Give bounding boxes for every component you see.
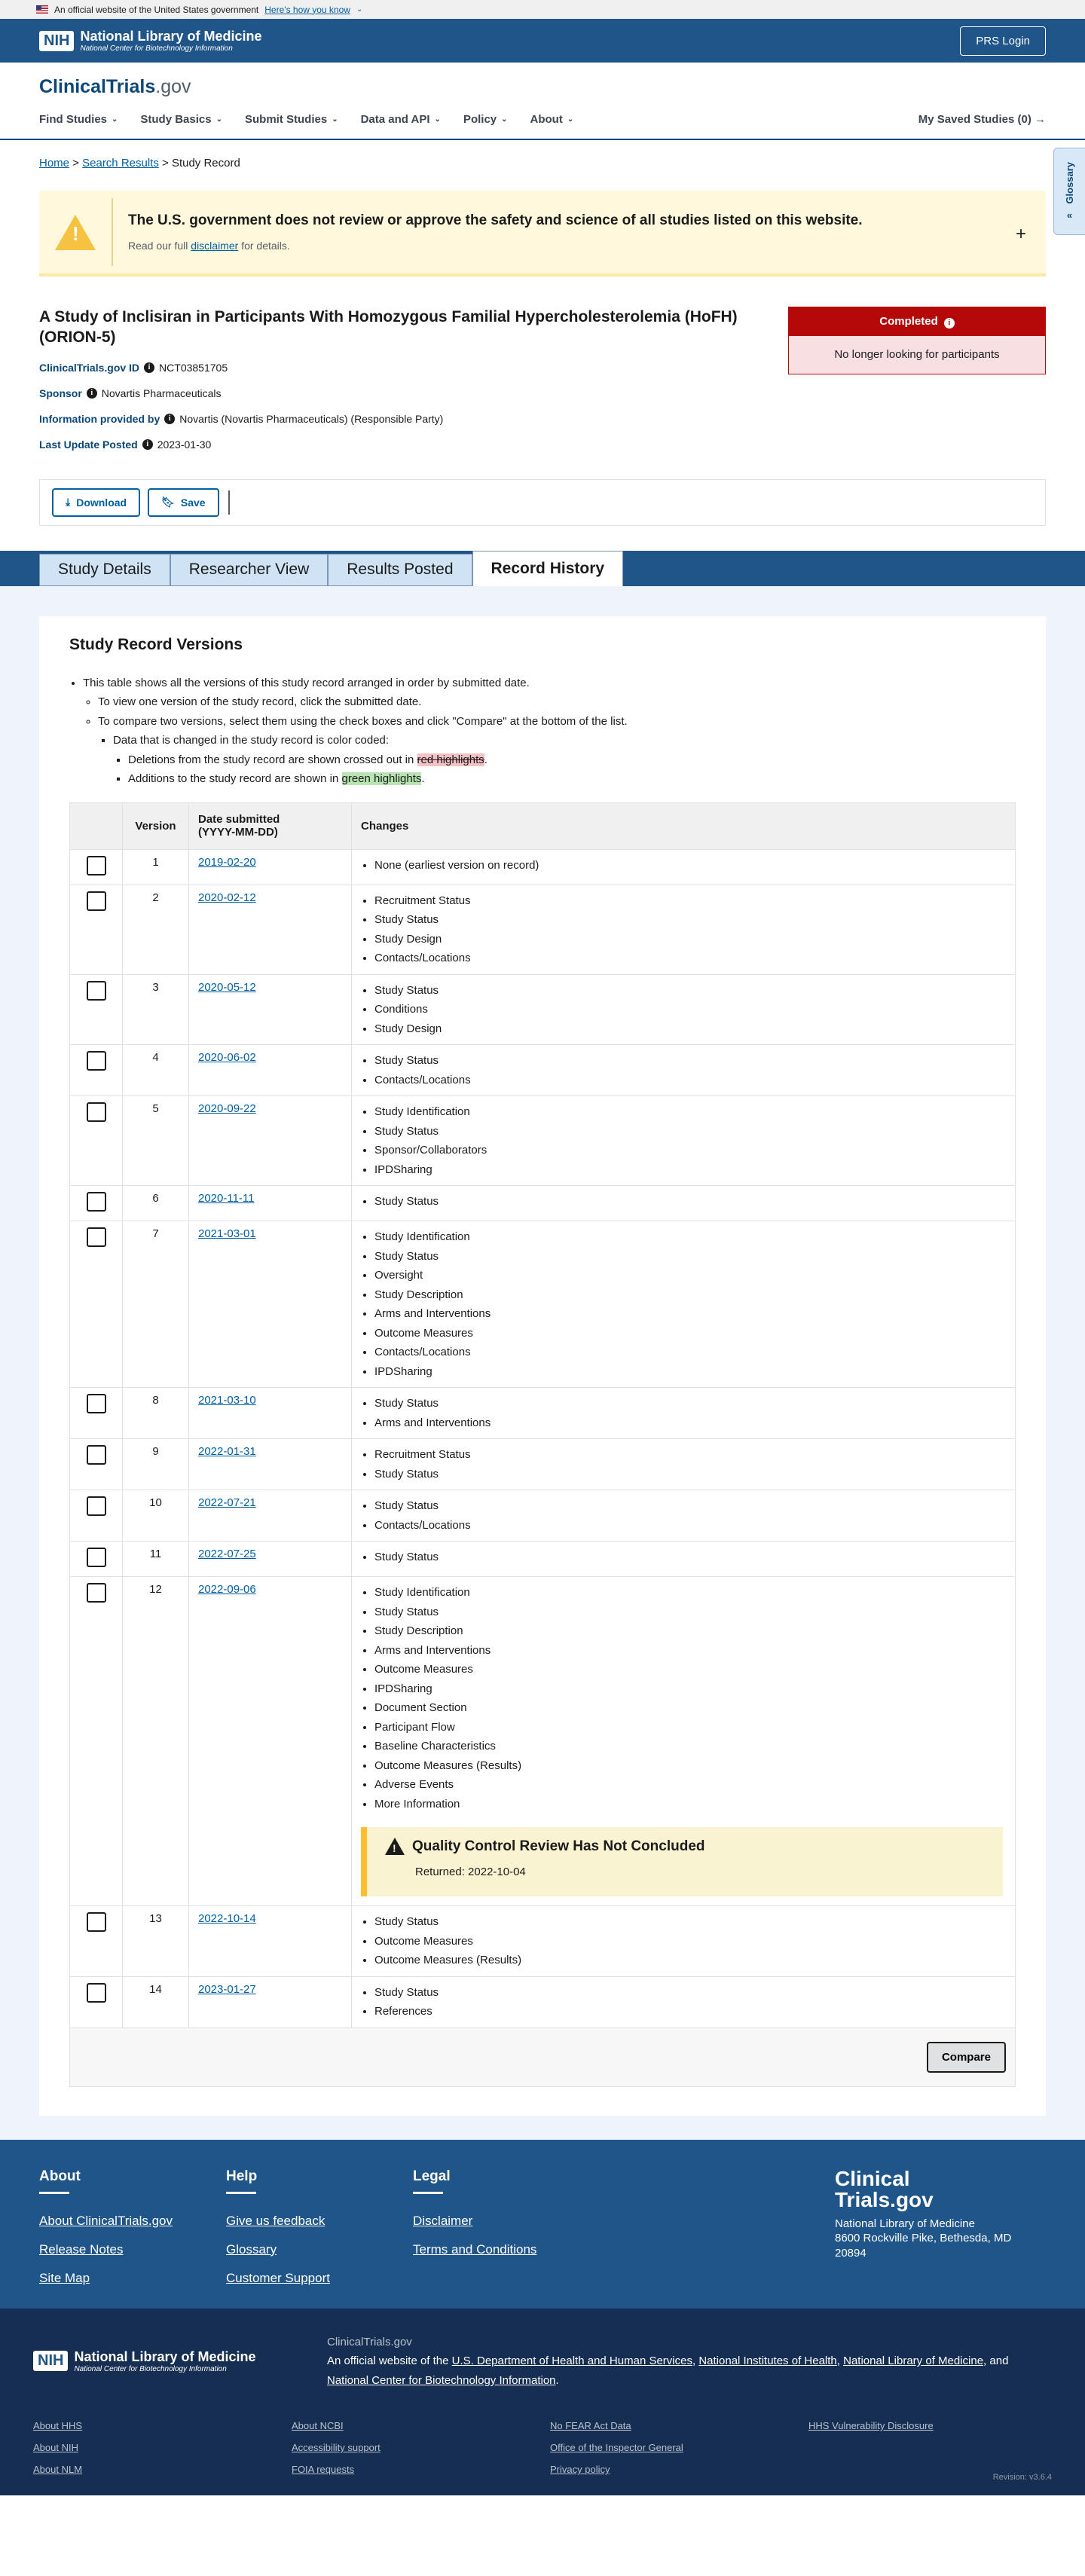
save-button[interactable]: 🔖︎ Save	[148, 488, 219, 517]
divider	[228, 490, 230, 515]
chevron-down-icon: ⌄	[356, 5, 363, 14]
glossary-tab[interactable]	[1053, 148, 1085, 235]
change-item: • Conditions	[374, 1000, 1006, 1019]
disclaimer-link[interactable]: disclaimer	[191, 240, 239, 252]
disclaimer-alert	[39, 191, 1046, 277]
version-date-link[interactable]: 2022-09-06	[198, 1583, 256, 1597]
change-item: • Study Identification	[374, 1102, 1006, 1122]
nlm-subtitle: National Center for Biotechnology Information	[80, 44, 233, 53]
main-content	[0, 586, 1085, 2140]
footer-link[interactable]: About HHS	[33, 2420, 83, 2432]
nih-logo-icon: NIH	[39, 31, 74, 51]
qc-alert	[361, 1827, 1003, 1896]
nlm-link[interactable]: National Library of Medicine	[843, 2354, 984, 2368]
footer-link[interactable]: Privacy policy	[550, 2464, 610, 2476]
version-number: 6	[123, 1186, 189, 1221]
study-header	[0, 277, 1085, 464]
version-number: 12	[123, 1577, 189, 1906]
table-row	[70, 1439, 1016, 1490]
version-date-link[interactable]: 2022-07-21	[198, 1496, 256, 1510]
col-version: Version	[123, 802, 189, 849]
change-item: • Contacts/Locations	[374, 949, 1006, 968]
version-number: 1	[123, 849, 189, 885]
site-footer	[0, 2140, 1085, 2309]
versions-heading: Study Record Versions	[69, 635, 243, 653]
chevron-down-icon: ⌄	[567, 115, 574, 124]
us-flag-icon	[36, 5, 48, 14]
prs-login-button[interactable]: PRS Login	[960, 26, 1046, 56]
info-icon[interactable]: i	[944, 318, 955, 328]
change-item: • Recruitment Status	[374, 1445, 1006, 1465]
tab-researcher-view[interactable]: Researcher View	[170, 554, 329, 586]
nih-link[interactable]: National Institutes of Health	[698, 2354, 837, 2368]
changes-cell	[352, 1976, 1016, 2027]
table-row	[70, 1542, 1016, 1577]
nlm-logo[interactable]	[39, 29, 262, 53]
table-row	[70, 1976, 1016, 2027]
change-item: • Document Section	[374, 1698, 1006, 1718]
change-item: • Study Status	[374, 1394, 1006, 1413]
changes-cell	[352, 1439, 1016, 1490]
footer-link[interactable]: Office of the Inspector General	[550, 2442, 683, 2454]
table-row	[70, 1045, 1016, 1096]
changes-cell	[352, 1542, 1016, 1577]
changes-cell	[352, 1490, 1016, 1542]
changes-cell	[352, 1096, 1016, 1186]
nav-data-and-api[interactable]: Data and API ⌄	[360, 113, 441, 126]
versions-table	[69, 802, 1016, 2087]
version-checkbox[interactable]	[87, 981, 106, 1001]
usa-gov-link[interactable]: Visit USA.gov	[312, 2502, 381, 2516]
version-checkbox[interactable]	[87, 1583, 106, 1603]
footer-official-text: ClinicalTrials.gov An official website of the U.S. Department of Health and Human Services, National Institutes of Health, National Library of Medicine, and National Center for Biotechnology Information.	[327, 2335, 1009, 2387]
study-meta	[39, 362, 763, 451]
table-row	[70, 849, 1016, 885]
warning-icon	[55, 215, 96, 250]
nav-submit-studies[interactable]: Submit Studies ⌄	[245, 113, 338, 126]
chevron-down-icon: ⌄	[332, 115, 338, 124]
change-item: • Study Status	[374, 1603, 1006, 1622]
footer-link[interactable]: Release Notes	[39, 2241, 124, 2257]
version-date-link[interactable]: 2022-10-14	[198, 1912, 256, 1926]
nlm-title: National Library of Medicine	[80, 29, 262, 44]
footer-link[interactable]: FOIA requests	[292, 2464, 355, 2476]
id-value: NCT03851705	[159, 361, 228, 374]
version-number: 2	[123, 885, 189, 974]
info-icon[interactable]: i	[144, 362, 154, 373]
alert-divider	[112, 198, 113, 266]
info-icon[interactable]: i	[142, 439, 153, 450]
footer-ct-logo[interactable]: Clinical Trials.gov	[835, 2166, 934, 2211]
version-number: 3	[123, 974, 189, 1045]
change-item: • IPDSharing	[374, 1679, 1006, 1699]
breadcrumb-current: Study Record	[171, 157, 240, 170]
gov-banner	[0, 0, 1085, 19]
version-date-link[interactable]: 2020-05-12	[198, 980, 256, 994]
nlm-footer	[0, 2309, 1085, 2516]
version-number: 4	[123, 1045, 189, 1096]
green-highlight-sample: green highlights	[341, 772, 422, 786]
changes-cell	[352, 1045, 1016, 1096]
qc-title: Quality Control Review Has Not Concluded	[412, 1838, 705, 1854]
table-row	[70, 1186, 1016, 1221]
table-row	[70, 885, 1016, 974]
tab-record-history[interactable]: Record History	[472, 551, 624, 586]
version-checkbox[interactable]	[87, 1496, 106, 1516]
change-item: • None (earliest version on record)	[374, 856, 1006, 875]
version-number: 10	[123, 1490, 189, 1542]
arrow-right-icon: →	[1035, 113, 1046, 126]
change-item: • References	[374, 2002, 1006, 2021]
nih-logo-icon: NIH	[33, 2351, 68, 2371]
version-checkbox[interactable]	[87, 856, 106, 875]
version-checkbox[interactable]	[87, 1102, 106, 1122]
version-number: 9	[123, 1439, 189, 1490]
chevron-down-icon: ⌄	[501, 115, 508, 124]
heres-how-you-know-link[interactable]: Here's how you know	[264, 4, 350, 15]
hhs-link[interactable]: U.S. Department of Health and Human Services	[451, 2354, 692, 2368]
version-number: 11	[123, 1542, 189, 1577]
tab-results-posted[interactable]: Results Posted	[328, 554, 472, 586]
change-item: • Oversight	[374, 1266, 1006, 1285]
table-row	[70, 1096, 1016, 1186]
change-item: • Study Status	[374, 1465, 1006, 1484]
change-item: • Study Identification	[374, 1583, 1006, 1603]
sponsor-label: Sponsor	[39, 387, 82, 399]
footer-nlm-logo[interactable]: NIH National Library of Medicine National Center for Biotechnology Information	[33, 2333, 297, 2391]
changes-cell	[352, 1186, 1016, 1221]
change-item: • Study Status	[374, 1983, 1006, 2003]
change-item: • Study Status	[374, 981, 1006, 1001]
change-item: • Study Status	[374, 1247, 1006, 1267]
change-item: • Study Design	[374, 1019, 1006, 1039]
change-item: • Outcome Measures	[374, 1324, 1006, 1343]
nav-about[interactable]: About ⌄	[530, 113, 574, 126]
footer-link[interactable]: About NIH	[33, 2442, 78, 2454]
footer-link[interactable]: Give us feedback	[226, 2213, 326, 2228]
bookmark-icon: 🔖︎	[161, 496, 175, 509]
expand-plus-icon[interactable]: +	[1015, 224, 1026, 244]
change-item: • Outcome Measures	[374, 1932, 1006, 1951]
change-item: • Contacts/Locations	[374, 1516, 1006, 1536]
version-checkbox[interactable]	[87, 1548, 106, 1567]
versions-card	[39, 616, 1046, 2116]
footer-link[interactable]: About NCBI	[292, 2420, 344, 2432]
table-row	[70, 1577, 1016, 1906]
change-item: • Outcome Measures	[374, 1660, 1006, 1679]
glossary-label: Glossary	[1064, 161, 1075, 204]
change-item: • Adverse Events	[374, 1775, 1006, 1795]
change-item: • Contacts/Locations	[374, 1343, 1006, 1362]
tab-bar	[0, 551, 1085, 586]
chevron-down-icon: ⌄	[434, 115, 441, 124]
change-item: • Study Status	[374, 1122, 1006, 1141]
change-item: • Arms and Interventions	[374, 1304, 1006, 1324]
change-item: • Outcome Measures (Results)	[374, 1951, 1006, 1970]
ct-header	[0, 63, 1085, 140]
change-item: • IPDSharing	[374, 1362, 1006, 1382]
version-checkbox[interactable]	[87, 891, 106, 911]
version-date-link[interactable]: 2023-01-27	[198, 1982, 256, 1996]
main-nav	[39, 113, 1046, 126]
changes-cell	[352, 1221, 1016, 1388]
compare-button[interactable]: Compare	[927, 2042, 1006, 2073]
changes-cell	[352, 1577, 1016, 1906]
change-item: • Arms and Interventions	[374, 1641, 1006, 1661]
tab-study-details[interactable]: Study Details	[39, 554, 170, 586]
ncbi-link[interactable]: National Center for Biotechnology Information	[327, 2373, 556, 2387]
breadcrumb: Home > Search Results > Study Record	[39, 157, 240, 170]
footer-help: Help Give us feedback Glossary Customer Support	[226, 2168, 413, 2280]
status-box	[788, 307, 1046, 374]
table-row	[70, 1221, 1016, 1388]
change-item: • Outcome Measures (Results)	[374, 1756, 1006, 1776]
footer-link[interactable]: About NLM	[33, 2464, 83, 2476]
breadcrumb-home[interactable]: Home	[39, 157, 70, 170]
version-number: 13	[123, 1906, 189, 1977]
changes-cell	[352, 849, 1016, 885]
footer-about: About About ClinicalTrials.gov Release Notes Site Map	[39, 2168, 226, 2280]
change-item: • Study Status	[374, 1548, 1006, 1567]
version-date-link[interactable]: 2022-01-31	[198, 1445, 256, 1459]
status-badge: Completed	[879, 315, 938, 328]
footer-legal: Legal Disclaimer Terms and Conditions	[413, 2168, 600, 2280]
changes-cell	[352, 1388, 1016, 1439]
version-date-link[interactable]: 2021-03-01	[198, 1227, 256, 1241]
nlm-header	[0, 19, 1085, 63]
footer-link[interactable]: Terms and Conditions	[413, 2241, 537, 2257]
change-item: • Recruitment Status	[374, 891, 1006, 911]
sponsor-value: Novartis Pharmaceuticals	[101, 387, 222, 399]
info-icon[interactable]: i	[164, 414, 175, 424]
change-item: • Arms and Interventions	[374, 1413, 1006, 1433]
clinicaltrials-logo[interactable]: ClinicalTrials.gov	[39, 76, 191, 97]
alert-title: The U.S. government does not review or approve the safety and science of all studies listed on this website.	[128, 212, 863, 228]
last-update-label: Last Update Posted	[39, 438, 138, 451]
change-item: • Study Status	[374, 1051, 1006, 1071]
change-item: • Participant Flow	[374, 1718, 1006, 1737]
version-checkbox[interactable]	[87, 1445, 106, 1465]
red-highlight-sample: red highlights	[417, 753, 484, 766]
version-date-link[interactable]: 2020-02-12	[198, 891, 256, 904]
changes-cell	[352, 974, 1016, 1045]
chevron-down-icon: ⌄	[112, 115, 118, 124]
table-row	[70, 1388, 1016, 1439]
version-date-link[interactable]: 2019-02-20	[198, 855, 256, 869]
version-date-link[interactable]: 2022-07-25	[198, 1548, 256, 1561]
footer-link[interactable]: No FEAR Act Data	[550, 2420, 631, 2432]
nav-study-basics[interactable]: Study Basics ⌄	[140, 113, 222, 126]
change-item: • More Information	[374, 1795, 1006, 1814]
version-date-link[interactable]: 2020-09-22	[198, 1102, 256, 1116]
col-changes: Changes	[352, 802, 1016, 849]
footer-legal-links	[33, 2420, 1052, 2475]
change-item: • Study Description	[374, 1621, 1006, 1641]
nav-find-studies[interactable]: Find Studies ⌄	[39, 113, 118, 126]
version-number: 5	[123, 1096, 189, 1186]
qc-returned: Returned: 2022-10-04	[415, 1866, 526, 1879]
change-item: • Study Design	[374, 930, 1006, 949]
change-item: • Baseline Characteristics	[374, 1737, 1006, 1756]
change-item: • Study Status	[374, 1912, 1006, 1932]
gov-banner-text: An official website of the United States government	[54, 4, 259, 15]
info-icon[interactable]: i	[87, 388, 97, 399]
instructions-list: • This table shows all the versions of this study record arranged in order by submitted date. ◦ To view one version of the study record, click the submitted date. ◦ To compare two versions, select them using the check boxes and click "Compare" at the bottom of the list. ▪ Data that is changed in the study record is color coded: ▪ Deletions from the study record are shown crossed out in red highlights. ▪ Additions to the study record are shown in green highlights.	[69, 674, 1016, 789]
version-checkbox[interactable]	[87, 1227, 106, 1247]
footer-link[interactable]: Disclaimer	[413, 2213, 473, 2228]
alert-body: Read our full disclaimer for details.	[128, 240, 290, 252]
version-checkbox[interactable]	[87, 1192, 106, 1212]
table-row	[70, 974, 1016, 1045]
my-saved-studies-link[interactable]: My Saved Studies (0) →	[918, 113, 1046, 126]
table-row	[70, 1490, 1016, 1542]
version-checkbox[interactable]	[87, 1983, 106, 2003]
footer-link[interactable]: Customer Support	[226, 2270, 330, 2285]
change-item: • Study Status	[374, 1192, 1006, 1212]
chevron-down-icon: ⌄	[215, 115, 222, 124]
footer-address: Clinical Trials.gov National Library of Medicine 8600 Rockville Pike, Bethesda, MD 20894	[835, 2168, 1031, 2261]
nav-policy[interactable]: Policy ⌄	[463, 113, 508, 126]
changes-cell	[352, 885, 1016, 974]
version-number: 14	[123, 1976, 189, 2027]
action-bar	[39, 479, 1046, 526]
status-subtext: No longer looking for participants	[789, 336, 1045, 374]
breadcrumb-search-results[interactable]: Search Results	[82, 157, 159, 170]
last-update-value: 2023-01-30	[157, 438, 212, 451]
version-number: 8	[123, 1388, 189, 1439]
version-number: 7	[123, 1221, 189, 1388]
footer-link[interactable]: Site Map	[39, 2270, 90, 2285]
download-button[interactable]: ⤓ Download	[52, 488, 140, 517]
info-provided-label: Information provided by	[39, 412, 160, 425]
change-item: • Study Description	[374, 1285, 1006, 1305]
double-chevron-left-icon: «	[1066, 209, 1073, 222]
info-provided-value: Novartis (Novartis Pharmaceuticals) (Responsible Party)	[179, 412, 444, 425]
version-date-link[interactable]: 2021-03-10	[198, 1394, 256, 1407]
change-item: • Study Identification	[374, 1227, 1006, 1247]
change-item: • Study Status	[374, 1496, 1006, 1516]
change-item: • Contacts/Locations	[374, 1071, 1006, 1090]
changes-cell	[352, 1906, 1016, 1977]
version-checkbox[interactable]	[87, 1912, 106, 1932]
warning-icon	[385, 1838, 405, 1855]
version-checkbox[interactable]	[87, 1394, 106, 1413]
version-date-link[interactable]: 2020-06-02	[198, 1051, 256, 1065]
footer-link[interactable]: Accessibility support	[292, 2442, 381, 2454]
version-date-link[interactable]: 2020-11-11	[198, 1192, 255, 1205]
footer-link[interactable]: HHS Vulnerability Disclosure	[808, 2420, 934, 2432]
col-date: Date submitted (YYYY-MM-DD)	[189, 802, 352, 849]
revision-text: Revision: v3.6.4	[992, 2472, 1052, 2482]
id-label: ClinicalTrials.gov ID	[39, 361, 140, 374]
footer-link[interactable]: About ClinicalTrials.gov	[39, 2213, 173, 2228]
usa-gov-line: Looking for U.S. government information and services? Visit USA.gov	[33, 2502, 381, 2516]
footer-link[interactable]: Glossary	[226, 2241, 277, 2257]
version-checkbox[interactable]	[87, 1051, 106, 1071]
change-item: • Sponsor/Collaborators	[374, 1141, 1006, 1160]
study-title: A Study of Inclisiran in Participants With Homozygous Familial Hypercholesterolemia (HoFH) (ORION-5)	[39, 308, 738, 347]
table-row	[70, 1906, 1016, 1977]
change-item: • IPDSharing	[374, 1160, 1006, 1180]
download-icon: ⤓	[66, 496, 71, 509]
change-item: • Study Status	[374, 910, 1006, 930]
